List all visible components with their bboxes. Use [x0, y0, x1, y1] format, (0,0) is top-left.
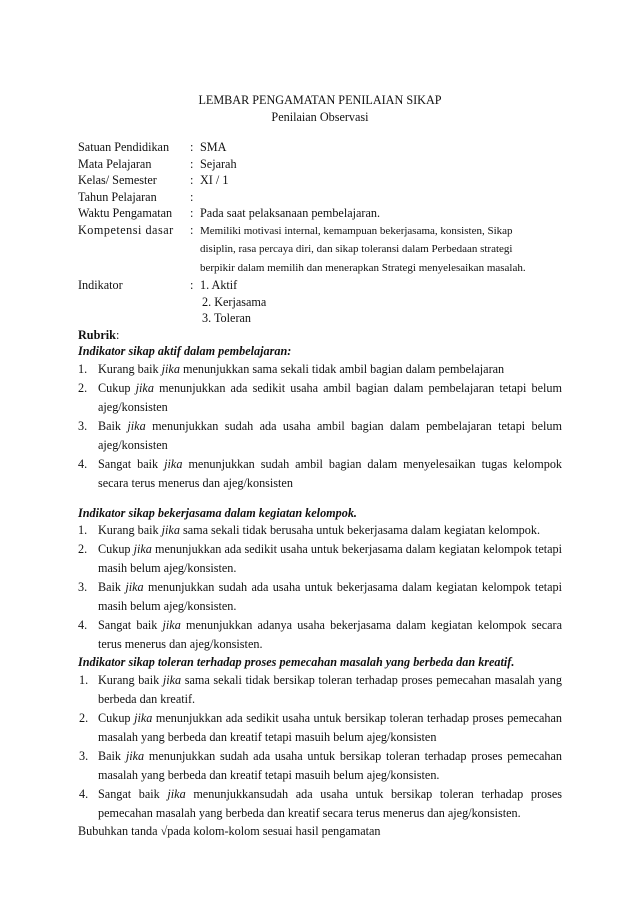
- item-desc: menunjukkan sudah ambil bagian dalam menyelesaikan tugas kelompok secara terus menerus dan ajeg/konsisten: [98, 456, 563, 490]
- item-text: [98, 540, 562, 578]
- item-grade: Sangat baik: [98, 456, 159, 471]
- kompetensi-row: [78, 222, 562, 278]
- section-title: Indikator sikap toleran terhadap proses pemecahan masalah yang berbeda dan kreatif.: [78, 655, 515, 669]
- item-jika: jika: [162, 672, 182, 687]
- footer-instruction: Bubuhkan tanda √pada kolom-kolom sesuai hasil pengamatan: [78, 823, 381, 838]
- item-jika: jika: [135, 380, 154, 395]
- list-item: [78, 417, 562, 455]
- indikator-label: Indikator: [78, 278, 123, 292]
- item-grade: Sangat baik: [98, 618, 158, 632]
- item-jika: jika: [134, 710, 153, 725]
- item-text: [98, 578, 562, 616]
- identity-value: SMA: [200, 140, 227, 154]
- document-subtitle: Penilaian Observasi: [271, 109, 369, 124]
- indikator-list: [200, 277, 562, 327]
- item-grade: Sangat baik: [98, 786, 160, 801]
- item-number: 2.: [78, 542, 88, 556]
- item-text: [98, 785, 562, 823]
- identity-block: [78, 139, 562, 327]
- item-text: [98, 616, 562, 654]
- identity-value: [200, 189, 562, 206]
- item-number: 2.: [79, 710, 89, 725]
- kompetensi-line: berpikir dalam memilih dan menerapkan Strategi menyelesaikan masalah.: [200, 261, 526, 274]
- rubrik-label: Rubrik: [78, 327, 116, 342]
- item-desc: menunjukkan sudah ada usaha untuk bekerjasama dalam kegiatan kelompok tetapi masih belum ajeg/konsisten.: [98, 580, 563, 613]
- item-text: [98, 379, 562, 417]
- identity-label: Satuan Pendidikan: [78, 140, 170, 154]
- item-text: [98, 747, 562, 785]
- spacer: [78, 493, 562, 505]
- rubrik-heading: Rubrik:: [78, 327, 120, 342]
- list-item: [78, 455, 562, 493]
- list-item: [78, 671, 562, 709]
- item-jika: jika: [127, 418, 146, 433]
- item-text: [98, 360, 562, 379]
- colon: :: [190, 140, 194, 154]
- item-grade: Cukup: [98, 380, 131, 395]
- identity-value: XI / 1: [200, 173, 229, 187]
- item-desc: menunjukkansudah ada usaha untuk bersikap toleran terhadap proses pemecahan masalah yang berbeda dan kreatif secara terus menerus dan ajeg/konsisten.: [98, 786, 563, 820]
- item-grade: Kurang baik: [98, 672, 160, 687]
- item-desc: menunjukkan sudah ada usaha untuk bersikap toleran terhadap proses pemecahan masalah yang berbeda dan kreatif tetapi masuih belum ajeg/konsisten.: [98, 748, 563, 782]
- item-grade: Cukup: [98, 710, 131, 725]
- section-title: Indikator sikap bekerjasama dalam kegiatan kelompok.: [78, 505, 357, 520]
- item-desc: menunjukkan ada sedikit usaha ambil bagian dalam pembelajaran tetapi belum ajeg/konsisten: [98, 380, 562, 414]
- item-jika: jika: [133, 542, 152, 556]
- list-item: [78, 578, 562, 616]
- kompetensi-line: disiplin, rasa percaya diri, dan sikap toleransi dalam Perbedaan strategi: [200, 243, 513, 255]
- document-title: LEMBAR PENGAMATAN PENILAIAN SIKAP: [198, 93, 442, 107]
- item-jika: jika: [125, 748, 145, 763]
- identity-row: [78, 156, 562, 173]
- colon: :: [190, 278, 194, 292]
- identity-row: [78, 205, 562, 222]
- section-title: Indikator sikap aktif dalam pembelajaran:: [78, 344, 292, 358]
- item-number: 1.: [78, 361, 88, 376]
- item-text: [98, 521, 562, 540]
- identity-label: Waktu Pengamatan: [78, 206, 173, 220]
- list-item: [78, 521, 562, 540]
- item-desc: menunjukkan sudah ada usaha ambil bagian dalam pembelajaran tetapi belum ajeg/konsisten: [98, 418, 563, 452]
- rubric-list: [78, 360, 562, 493]
- item-grade: Cukup: [98, 542, 131, 556]
- item-jika: jika: [161, 361, 180, 376]
- indikator-row: [78, 277, 562, 327]
- rubric-list: [78, 671, 562, 823]
- item-number: 4.: [78, 456, 88, 471]
- kompetensi-label: Kompetensi dasar: [78, 222, 174, 237]
- item-number: 1.: [78, 523, 88, 537]
- list-item: [78, 540, 562, 578]
- indikator-item: 3. Toleran: [202, 311, 252, 325]
- identity-row: [78, 172, 562, 189]
- indikator-item: 1. Aktif: [200, 278, 238, 292]
- list-item: [78, 709, 562, 747]
- item-number: 1.: [79, 672, 89, 687]
- list-item: [78, 379, 562, 417]
- identity-label: Kelas/ Semester: [78, 173, 157, 187]
- item-desc: menunjukkan ada sedikit usaha untuk bersikap toleran terhadap proses pemecahan masalah yang berbeda dan kreatif tetapi masuih belum ajeg/konsisten: [98, 710, 563, 744]
- item-desc: menunjukkan adanya usaha bekerjasama dalam kegiatan kelompok secara terus menerus dan ajeg/konsisten.: [98, 618, 563, 651]
- item-jika: jika: [164, 456, 183, 471]
- identity-value: Pada saat pelaksanaan pembelajaran.: [200, 206, 381, 220]
- item-number: 3.: [79, 748, 89, 763]
- colon: :: [190, 189, 194, 204]
- identity-row: [78, 139, 562, 156]
- indikator-item: 2. Kerjasama: [202, 294, 267, 309]
- item-desc: menunjukkan sama sekali tidak ambil bagian dalam pembelajaran: [182, 361, 505, 376]
- item-number: 4.: [78, 618, 88, 632]
- identity-row: [78, 189, 562, 206]
- item-text: [98, 709, 562, 747]
- item-number: 4.: [79, 786, 89, 801]
- item-number: 3.: [78, 418, 88, 433]
- item-grade: Kurang baik: [98, 523, 159, 537]
- item-grade: Baik: [98, 748, 122, 763]
- identity-label: Mata Pelajaran: [78, 156, 152, 171]
- item-number: 3.: [78, 580, 88, 594]
- item-grade: Kurang baik: [98, 361, 159, 376]
- list-item: [78, 360, 562, 379]
- colon: :: [190, 156, 194, 171]
- item-text: [98, 671, 562, 709]
- colon: :: [190, 173, 194, 187]
- colon: :: [190, 222, 194, 237]
- item-text: [98, 455, 562, 493]
- item-desc: menunjukkan ada sedikit usaha untuk bekerjasama dalam kegiatan kelompok tetapi masih belum ajeg/konsisten.: [98, 542, 563, 575]
- rubric-list: [78, 521, 562, 654]
- item-grade: Baik: [98, 580, 122, 594]
- item-desc: sama sekali tidak berusaha untuk bekerjasama dalam kegiatan kelompok.: [182, 523, 541, 537]
- list-item: [78, 616, 562, 654]
- identity-label: Tahun Pelajaran: [78, 189, 157, 204]
- kompetensi-value: [200, 222, 562, 278]
- item-jika: jika: [167, 786, 186, 801]
- item-jika: jika: [125, 580, 144, 594]
- identity-value: Sejarah: [200, 156, 237, 171]
- item-jika: jika: [161, 523, 180, 537]
- item-number: 2.: [78, 380, 88, 395]
- list-item: [78, 785, 562, 823]
- item-grade: Baik: [98, 418, 122, 433]
- colon: :: [190, 206, 194, 220]
- list-item: [78, 747, 562, 785]
- item-desc: sama sekali tidak bersikap toleran terhadap proses pemecahan masalah yang berbeda dan kreatif.: [98, 672, 562, 706]
- document-page: [78, 92, 562, 839]
- item-jika: jika: [162, 618, 181, 632]
- kompetensi-line: Memiliki motivasi internal, kemampuan bekerjasama, konsisten, Sikap: [200, 224, 513, 237]
- item-text: [98, 417, 562, 455]
